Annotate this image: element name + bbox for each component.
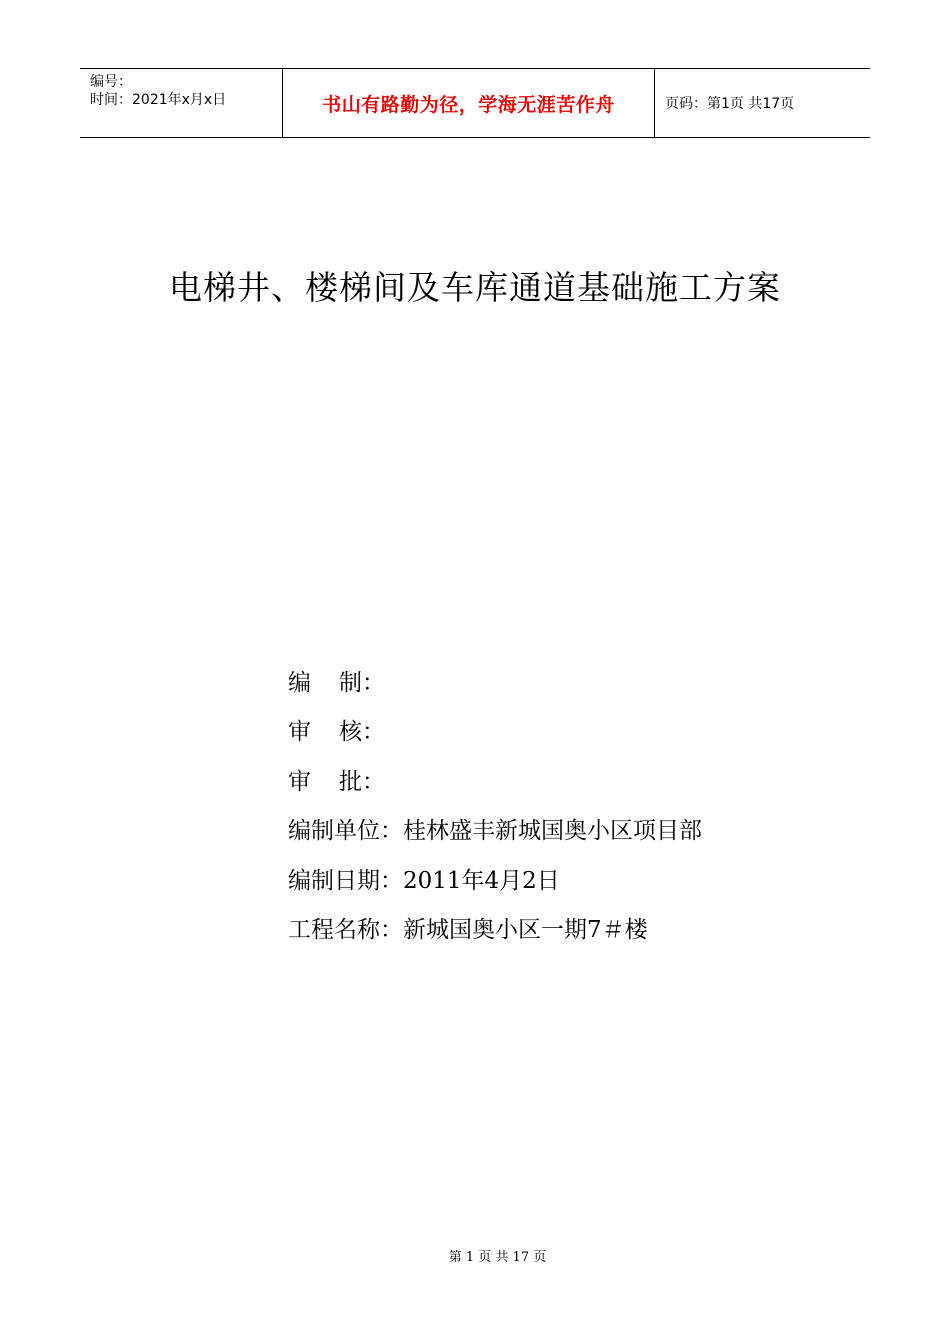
- code-label: 编号：: [90, 74, 132, 90]
- field-label: 工程名称：: [288, 916, 403, 943]
- field-label: 审 批：: [288, 768, 385, 795]
- field-label: 编 制：: [288, 670, 385, 696]
- signature-fields: [288, 664, 702, 960]
- field-approver: [288, 763, 702, 812]
- page-number: 第 1 页 共 17 页: [448, 1250, 547, 1265]
- header-meta: [80, 69, 282, 137]
- field-label: 编制单位：: [288, 818, 403, 845]
- header-motto: 书山有路勤为径，学海无涯苦作舟: [282, 69, 655, 137]
- field-compiling-unit: [288, 812, 702, 861]
- field-project-name: [288, 911, 702, 960]
- field-value: 2011年4月2日: [403, 867, 560, 894]
- time-label: 时间：2021年x月x日: [90, 92, 227, 108]
- field-label: 审 核：: [288, 719, 385, 746]
- header-page-info: 页码：第1页 共17页: [665, 96, 795, 112]
- page-header: [80, 68, 870, 138]
- field-value: 新城国奥小区一期7＃楼: [403, 916, 648, 943]
- document-title: 电梯井、楼梯间及车库通道基础施工方案: [169, 268, 781, 307]
- field-compiler: [288, 664, 702, 713]
- field-value: 桂林盛丰新城国奥小区项目部: [403, 818, 702, 845]
- field-compiling-date: [288, 862, 702, 911]
- page-footer: [0, 1246, 950, 1265]
- field-reviewer: [288, 713, 702, 762]
- field-label: 编制日期：: [288, 867, 403, 894]
